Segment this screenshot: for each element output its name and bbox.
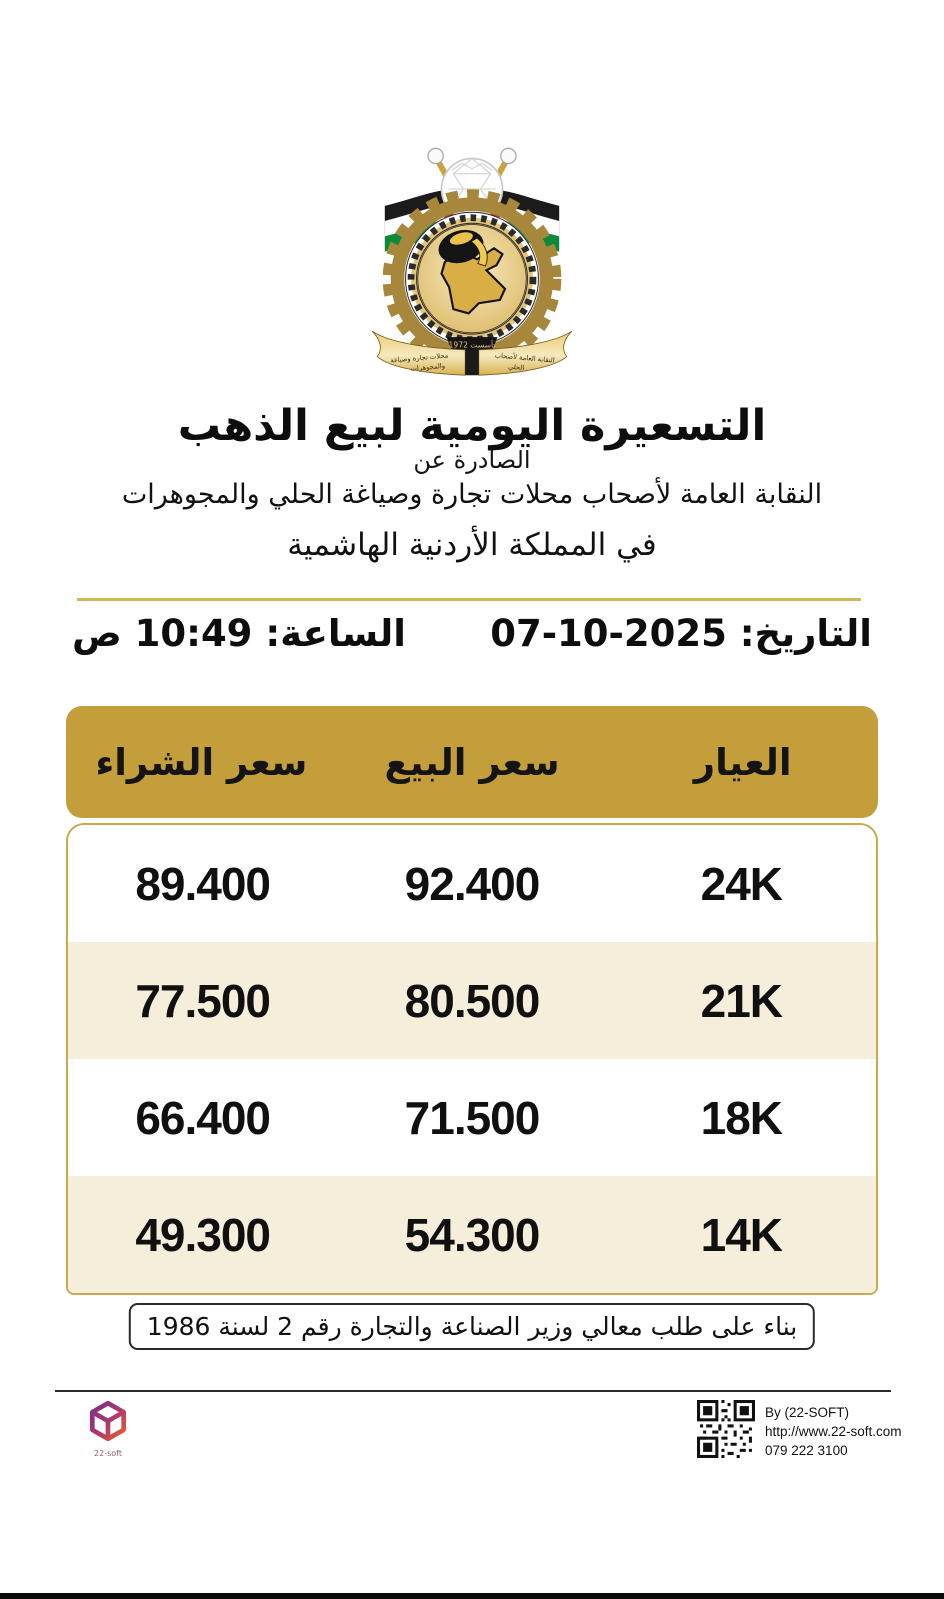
- cube-logo-icon: [85, 1398, 131, 1444]
- syndicate-emblem-icon: [312, 128, 632, 382]
- issued-by-label: الصادرة عن: [413, 446, 531, 474]
- table-row: [68, 1059, 876, 1176]
- gold-divider: [77, 598, 861, 601]
- banner-right-text-2: الحلي: [507, 362, 525, 372]
- date-pair: [490, 612, 872, 655]
- est-banner: [447, 337, 498, 351]
- vendor-info-block: [697, 1400, 902, 1461]
- legal-note: بناء على طلب معالي وزير الصناعة والتجارة رقم 2 لسنة 1986: [129, 1303, 815, 1350]
- date-label: التاريخ:: [739, 612, 872, 655]
- footer-divider: [55, 1390, 891, 1392]
- time-label: الساعة:: [265, 612, 406, 655]
- vendor-text: [765, 1400, 902, 1461]
- sell-price-value: 92.400: [404, 857, 540, 910]
- page-title: التسعيرة اليومية لبيع الذهب: [177, 400, 767, 451]
- karat-value: 21K: [700, 974, 783, 1027]
- software-vendor-logo: [76, 1398, 140, 1458]
- vendor-logo-caption: 22-soft: [94, 1449, 122, 1458]
- time-pair: [72, 612, 406, 655]
- date-time-row: [72, 612, 872, 655]
- time-value: 10:49 ص: [72, 612, 253, 655]
- est-text: تأسست 1972: [448, 340, 496, 350]
- sell-price-value: 71.500: [404, 1091, 540, 1144]
- header-sell-price: سعر البيع: [384, 740, 560, 784]
- date-value: 07-10-2025: [490, 612, 727, 655]
- issuer-name: النقابة العامة لأصحاب محلات تجارة وصياغة الحلي والمجوهرات: [121, 479, 823, 510]
- qr-code-icon: [697, 1400, 755, 1458]
- buy-price-value: 77.500: [135, 974, 271, 1027]
- banner-left-text-2: والمجوهرات: [410, 361, 446, 373]
- syndicate-emblem: [312, 128, 632, 382]
- table-header-row: [66, 706, 878, 818]
- table-row: [68, 825, 876, 942]
- vendor-url: http://www.22-soft.com: [765, 1423, 902, 1439]
- buy-price-value: 89.400: [135, 857, 271, 910]
- sell-price-value: 54.300: [404, 1208, 540, 1261]
- banner-right-text-1: النقابة العامة لأصحاب: [494, 351, 556, 365]
- karat-value: 18K: [700, 1091, 783, 1144]
- buy-price-value: 66.400: [135, 1091, 271, 1144]
- country-line: في المملكة الأردنية الهاشمية: [287, 527, 657, 563]
- bottom-edge-bar: [0, 1593, 944, 1599]
- banner-left-text-1: محلات تجارة وصياغة: [390, 351, 449, 365]
- gold-price-table: [66, 706, 878, 1295]
- table-body: [66, 823, 878, 1295]
- table-row: [68, 942, 876, 1059]
- karat-value: 14K: [700, 1208, 783, 1261]
- header-buy-price: سعر الشراء: [95, 740, 308, 784]
- karat-value: 24K: [700, 857, 783, 910]
- sell-price-value: 80.500: [404, 974, 540, 1027]
- table-row: [68, 1176, 876, 1293]
- vendor-by-line: By (22-SOFT): [765, 1405, 850, 1420]
- buy-price-value: 49.300: [135, 1208, 271, 1261]
- header-karat: العيار: [693, 740, 792, 784]
- vendor-phone: 079 222 3100: [765, 1442, 848, 1458]
